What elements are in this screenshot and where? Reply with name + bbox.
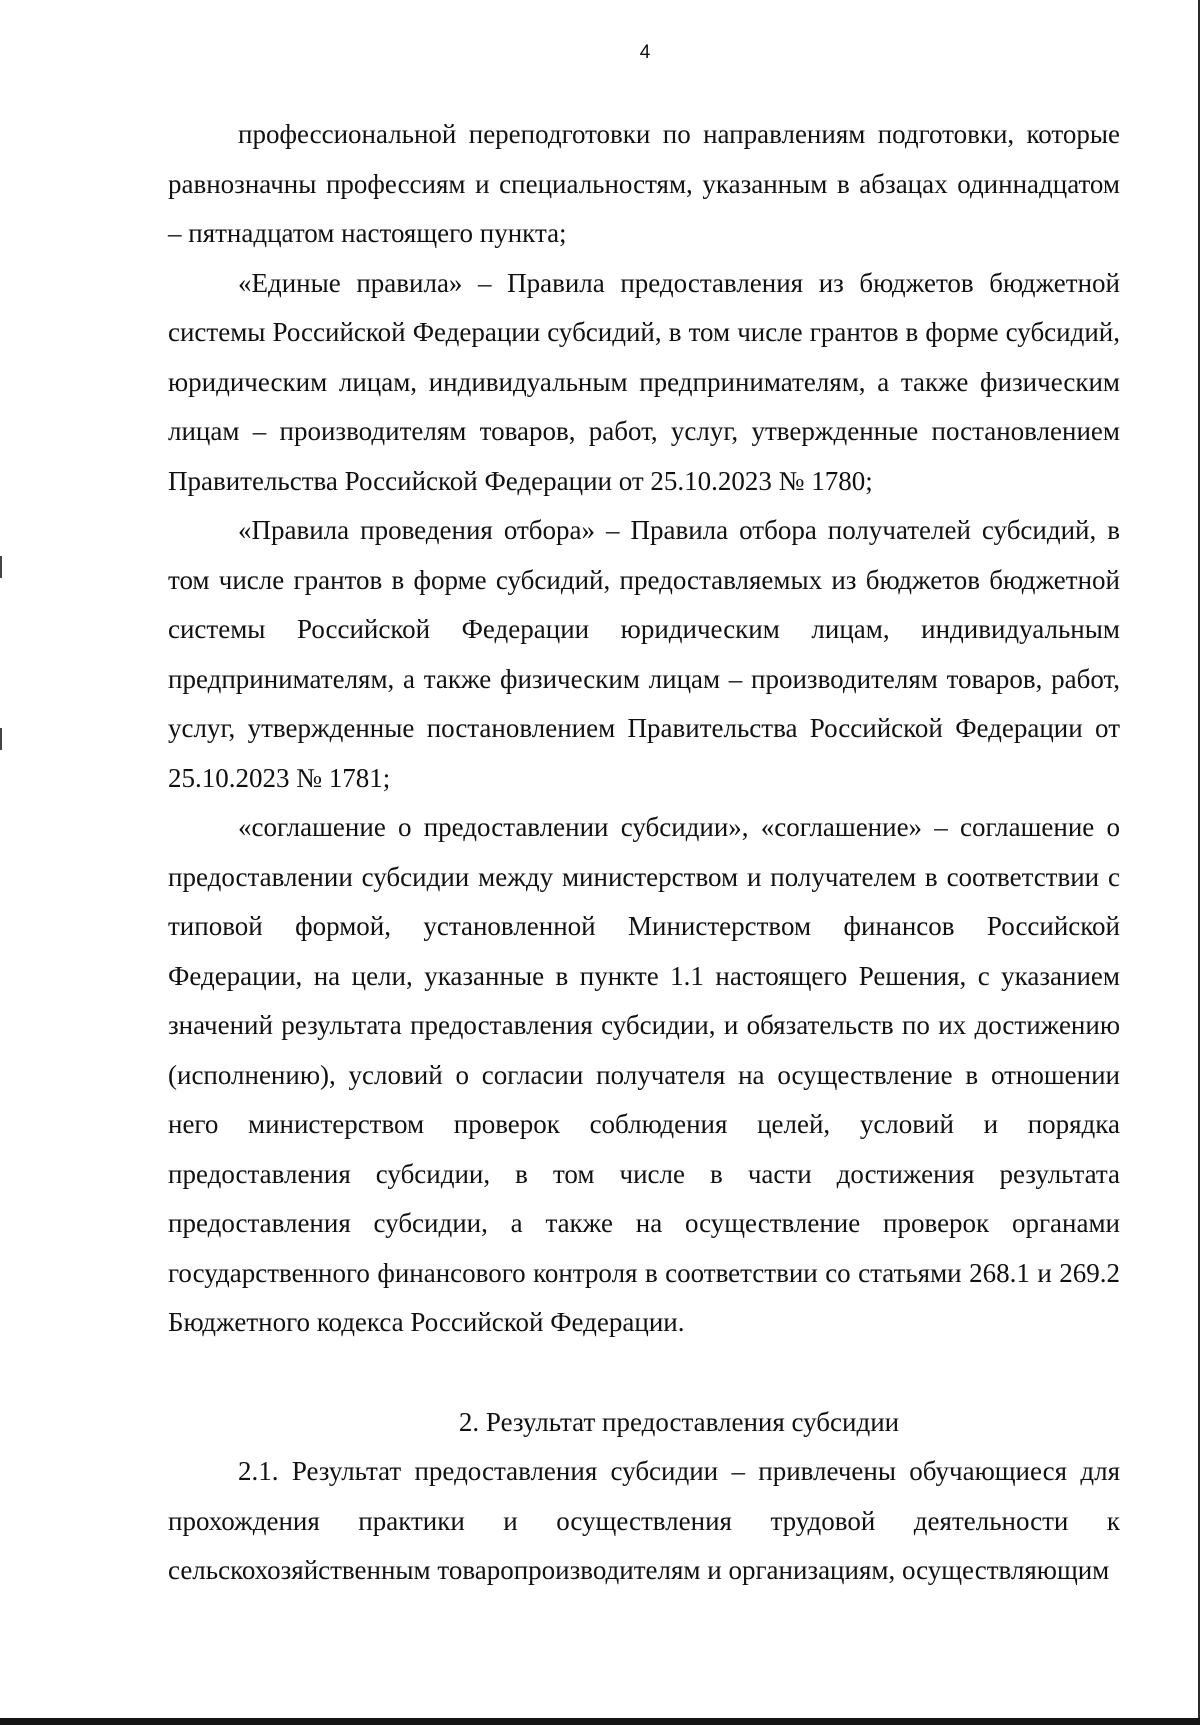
scan-bottom-edge [0, 1718, 1200, 1725]
document-body [168, 110, 1120, 1596]
section-heading: 2. Результат предоставления субсидии [458, 1406, 900, 1437]
paragraph-definition-agreement: «соглашение о предоставлении субсидии», «соглашение» – соглашение о предоставлении субсидии между министерством и получателем в соответствии с типовой формой, установленной Министерством финансов Российской Федерации, на цели, указанные в пункте 1.1 настоящего Решения, с указанием значений результата предоставления субсидии, и обязательств по их достижению (исполнению), условий о согласии получателя на осуществление в отношении него министерством проверок соблюдения целей, условий и порядка предоставления субсидии, в том числе в части достижения результата предоставления субсидии, а также на осуществление проверок органами государственного финансового контроля в соответствии со статьями 268.1 и 269.2 Бюджетного кодекса Российской Федерации. [168, 812, 1120, 1337]
page-number: 4 [639, 42, 651, 63]
paragraph-definition-unified-rules: «Единые правила» – Правила предоставления из бюджетов бюджетной системы Российской Федерации субсидий, в том числе грантов в форме субсидий, юридическим лицам, индивидуальным предпринимателям, а также физическим лицам – производителям товаров, работ, услуг, утвержденные постановлением Правительства Российской Федерации от 25.10.2023 № 1780; [168, 267, 1120, 496]
scan-left-mark [0, 556, 2, 578]
paragraph-2-1: 2.1. Результат предоставления субсидии – привлечены обучающиеся для прохождения практики и осуществления трудовой деятельности к сельскохозяйственным товаропроизводителям и организациям, осуществляющим [168, 1456, 1120, 1585]
scan-left-mark [0, 728, 2, 750]
paragraph-definition-selection-rules: «Правила проведения отбора» – Правила отбора получателей субсидий, в том числе грантов в форме субсидий, предоставляемых из бюджетов бюджетной системы Российской Федерации юридическим лицам, индивидуальным предпринимателям, а также физическим лицам – производителям товаров, работ, услуг, утвержденные постановлением Правительства Российской Федерации от 25.10.2023 № 1781; [168, 515, 1120, 793]
paragraph-continuation: профессиональной переподготовки по направлениям подготовки, которые равнозначны профессиям и специальностям, указанным в абзацах одиннадцатом – пятнадцатом настоящего пункта; [168, 119, 1120, 248]
